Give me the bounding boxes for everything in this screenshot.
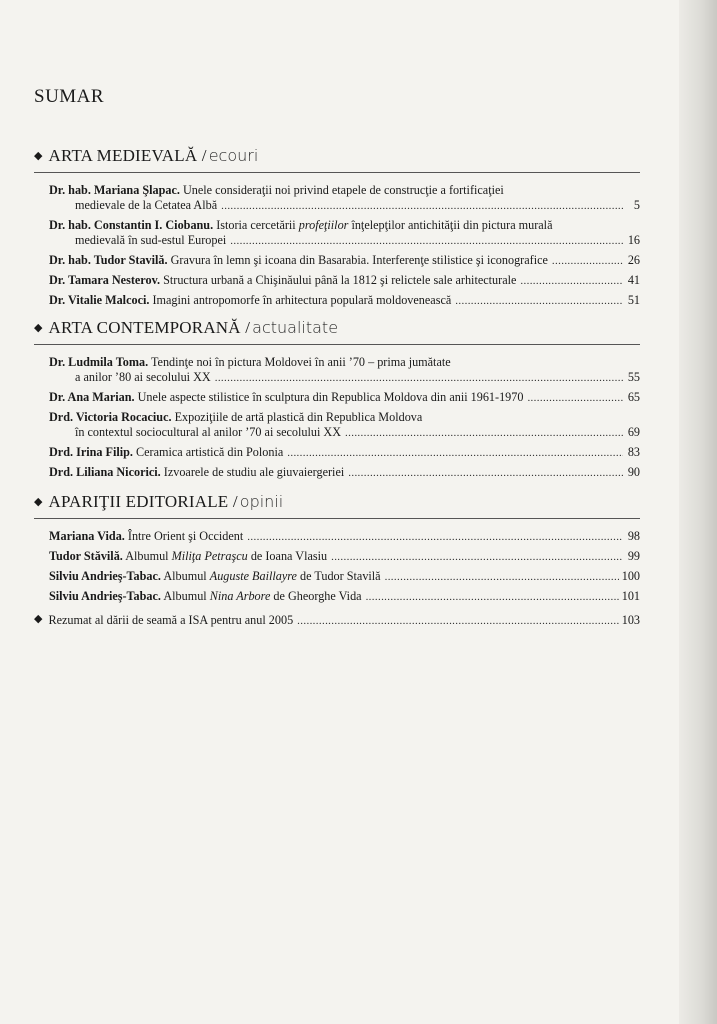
toc-entry[interactable] — [49, 569, 640, 585]
section-heading — [34, 492, 640, 518]
leader-dots — [520, 274, 623, 289]
section-subtitle: actualitate — [252, 318, 339, 337]
leader-dots — [552, 254, 623, 269]
section-subtitle: ecouri — [208, 146, 259, 165]
section-arta-medievala — [34, 146, 640, 313]
entry-title-cont: în contextul sociocultural al anilor ’70 ai secolului XX — [75, 425, 342, 439]
page-number: 90 — [627, 465, 640, 479]
entry-author: Dr. hab. Mariana Şlapac. — [49, 183, 180, 197]
entry-author: Dr. Tamara Nesterov. — [49, 273, 161, 287]
entry-title: înţelepţilor antichităţii din pictura murală — [348, 218, 553, 232]
entry-title: Albumul — [122, 549, 172, 563]
leader-dots — [455, 294, 623, 309]
toc-entry[interactable] — [49, 218, 640, 249]
entry-title: Ceramica artistică din Polonia — [132, 445, 284, 459]
entry-title: Expoziţiile de artă plastică din Republica Moldova — [171, 410, 423, 424]
page-number: 100 — [621, 569, 640, 583]
page-number: 83 — [627, 445, 640, 459]
entry-title: Imagini antropomorfe în arhitectura populară moldovenească — [149, 293, 452, 307]
entry-title-italic: profeţiilor — [298, 218, 349, 232]
section-title: APARIŢII EDITORIALE / — [48, 492, 238, 511]
section-aparitii-editoriale — [34, 492, 640, 609]
entry-title: Unele consideraţii noi privind etapele de construcţie a fortificaţiei — [179, 183, 504, 197]
entry-author: Dr. Vitalie Malcoci. — [49, 293, 150, 307]
page-number: 41 — [627, 273, 640, 287]
leader-dots — [230, 234, 623, 249]
entry-title: Albumul — [160, 589, 210, 603]
leader-dots — [297, 615, 619, 627]
page-number: 65 — [627, 390, 640, 404]
leader-dots — [366, 590, 619, 605]
toc-entry[interactable] — [49, 410, 640, 441]
entry-title-italic: Miliţa Petraşcu — [171, 549, 248, 563]
entry-title: de Ioana Vlasiu — [247, 549, 328, 563]
toc-entry[interactable] — [49, 293, 640, 309]
entry-author: Mariana Vida. — [49, 529, 125, 543]
section-heading — [34, 318, 640, 344]
entry-author: Silviu Andrieş-Tabac. — [49, 589, 161, 603]
entry-title: Structura urbană a Chişinăului până la 1812 şi relictele sale arhitecturale — [160, 273, 517, 287]
section-subtitle: opinii — [239, 492, 284, 511]
entry-author: Silviu Andrieş-Tabac. — [49, 569, 161, 583]
toc-entry-summary[interactable] — [34, 613, 640, 628]
leader-dots — [215, 371, 623, 386]
toc-entry[interactable] — [49, 549, 640, 565]
page-number: 69 — [627, 425, 640, 439]
toc-entry[interactable] — [49, 355, 640, 386]
entry-author: Dr. hab. Constantin I. Ciobanu. — [49, 218, 214, 232]
entry-title-italic: Auguste Baillayre — [209, 569, 297, 583]
entry-title: Rezumat al dării de seamă a ISA pentru anul 2005 — [48, 613, 294, 627]
leader-dots — [247, 530, 623, 545]
entry-title-cont: medievală în sud-estul Europei — [75, 233, 227, 247]
leader-dots — [221, 199, 623, 214]
diamond-bullet-icon: ◆ — [34, 613, 43, 625]
leader-dots — [527, 391, 623, 406]
page-number: 99 — [627, 549, 640, 563]
section-rule — [34, 344, 640, 345]
entry-title-cont: medievale de la Cetatea Albă — [75, 198, 218, 212]
page-number: 101 — [621, 589, 640, 603]
toc-entry[interactable] — [49, 529, 640, 545]
page-number: 103 — [621, 613, 640, 627]
toc-entry[interactable] — [49, 253, 640, 269]
entry-title: de Tudor Stavilă — [296, 569, 381, 583]
section-title: ARTA MEDIEVALĂ / — [48, 146, 207, 165]
diamond-bullet-icon: ◆ — [34, 496, 43, 508]
diamond-bullet-icon: ◆ — [34, 150, 43, 162]
entry-author: Dr. hab. Tudor Stavilă. — [49, 253, 168, 267]
toc-entry[interactable] — [49, 465, 640, 481]
entry-title: Izvoarele de studiu ale giuvaiergeriei — [160, 465, 345, 479]
page-number: 26 — [627, 253, 640, 267]
toc-entry[interactable] — [49, 445, 640, 461]
entry-title: Gravura în lemn şi icoana din Basarabia. Interferenţe stilistice şi iconografice — [167, 253, 548, 267]
entry-author: Drd. Victoria Rocaciuc. — [49, 410, 172, 424]
page-number: 98 — [627, 529, 640, 543]
entry-title-italic: Nina Arbore — [209, 589, 271, 603]
diamond-bullet-icon: ◆ — [34, 322, 43, 334]
page-number: 16 — [627, 233, 640, 247]
toc-entry[interactable] — [49, 589, 640, 605]
entry-title: Albumul — [160, 569, 210, 583]
section-rule — [34, 172, 640, 173]
entry-title: Istoria cercetării — [213, 218, 299, 232]
section-heading — [34, 146, 640, 172]
entry-title-cont: a anilor ’80 ai secolului XX — [75, 370, 211, 384]
section-title: ARTA CONTEMPORANĂ / — [48, 318, 251, 337]
leader-dots — [385, 570, 619, 585]
entry-title: Unele aspecte stilistice în sculptura din Republica Moldova din anii 1961-1970 — [134, 390, 524, 404]
entry-title: Tendinţe noi în pictura Moldovei în anii ’70 – prima jumătate — [148, 355, 451, 369]
leader-dots — [348, 466, 623, 481]
entry-author: Dr. Ana Marian. — [49, 390, 135, 404]
section-rule — [34, 518, 640, 519]
entry-author: Drd. Liliana Nicorici. — [49, 465, 161, 479]
entry-author: Drd. Irina Filip. — [49, 445, 133, 459]
page-edge-shadow — [679, 0, 717, 1024]
page-title: SUMAR — [34, 86, 105, 107]
leader-dots — [287, 446, 623, 461]
toc-entry[interactable] — [49, 390, 640, 406]
page-number: 5 — [633, 198, 640, 212]
entry-title: Între Orient şi Occident — [124, 529, 244, 543]
leader-dots — [331, 550, 623, 565]
page-number: 55 — [627, 370, 640, 384]
page-number: 51 — [627, 293, 640, 307]
entry-author: Tudor Stăvilă. — [49, 549, 123, 563]
entry-author: Dr. Ludmila Toma. — [49, 355, 149, 369]
toc-entry[interactable] — [49, 183, 640, 214]
toc-entry[interactable] — [49, 273, 640, 289]
section-arta-contemporana — [34, 318, 640, 485]
entry-title: de Gheorghe Vida — [270, 589, 362, 603]
leader-dots — [345, 426, 623, 441]
